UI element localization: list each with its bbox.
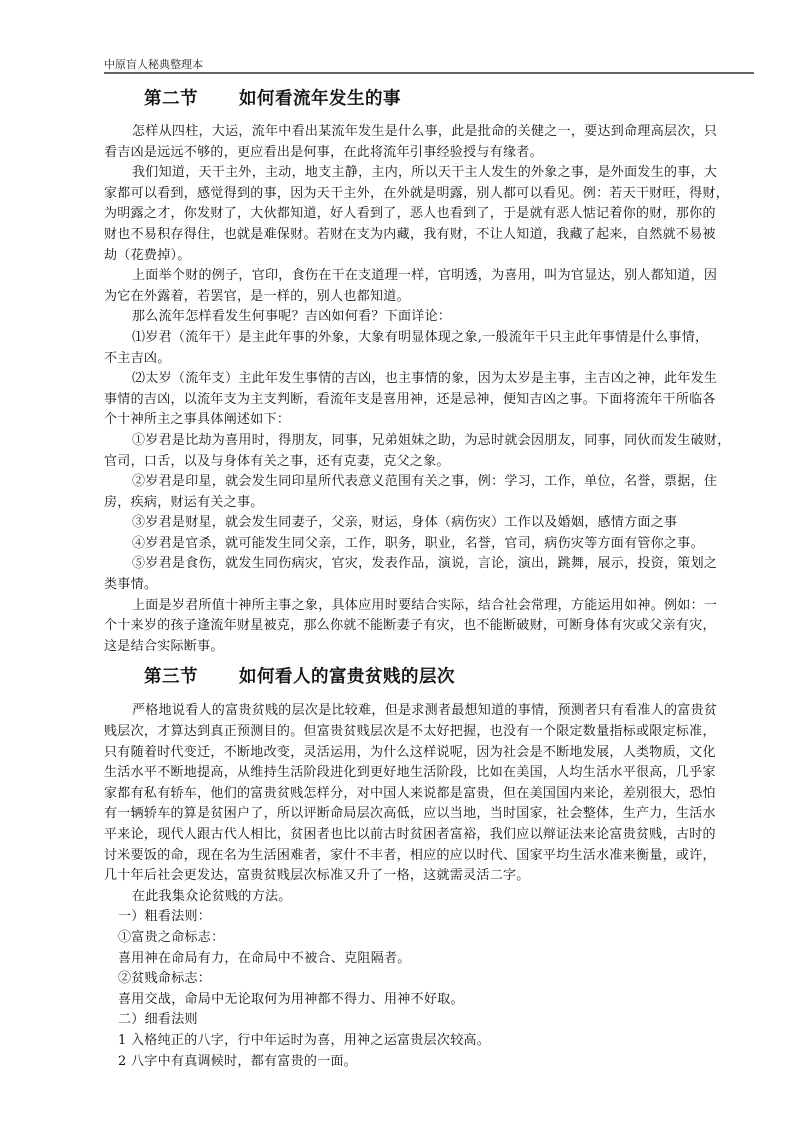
- text-line: 这是结合实际断事。: [104, 638, 224, 654]
- text-line: 我们知道，天干主外，主动，地支主静，主内，所以天干主人发生的外象之事，是外面发生的事，大: [132, 165, 718, 181]
- paragraph: [104, 928, 756, 949]
- text-line: 2 八字中有真调候时，都有富贵的一面。: [118, 1053, 358, 1069]
- running-header: 中原盲人秘典整理本: [104, 58, 203, 71]
- text-line: 一）粗看法则：: [118, 909, 212, 925]
- text-line: ①岁君是比劫为喜用时，得朋友，同事，兄弟姐妹之助，为忌时就会因朋友，同事，同伙而发生破财，: [132, 432, 731, 448]
- text-line: 上面举个财的例子，官印，食伤在干在支道理一样，官明透，为喜用，叫为官显达，别人都知道，因: [132, 268, 718, 284]
- paragraph: [104, 969, 756, 990]
- paragraph: [104, 307, 756, 328]
- text-line: ④岁君是官杀，就可能发生同父亲，工作，职务，职业，名誉，官司，病伤灾等方面有管你之事。: [132, 535, 704, 551]
- text-line: ③岁君是财星，就会发生同妻子，父亲，财运，身体（病伤灾）工作以及婚姻，感情方面之事: [132, 515, 678, 531]
- text-line: ⑴岁君（流年干）是主此年事的外象，大象有明显体现之象,一般流年干只主此年事情是什么事情，: [132, 329, 709, 345]
- section-heading: [144, 84, 756, 116]
- paragraph: [104, 1031, 756, 1052]
- paragraph: [104, 1010, 756, 1031]
- text-line: 为明露之才，你发财了，大伙都知道，好人看到了，恶人也看到了，于是就有恶人惦记着你的财，那你的: [104, 206, 716, 222]
- section-number: 第三节: [144, 667, 198, 688]
- text-line: 家都有私有轿车，他们的富贵贫贱怎样分，对中国人来说都是富贵，但在美国国内来论，差别很大，恐怕: [104, 785, 716, 801]
- text-line: 个十来岁的孩子逢流年财星被克，那么你就不能断妻子有灾，也不能断破财，可断身体有灾或父亲有灾，: [104, 618, 716, 634]
- paragraph: [104, 513, 756, 534]
- paragraph: [104, 431, 756, 472]
- text-line: ⑵太岁（流年支）主此年发生事情的吉凶，也主事情的象，因为太岁是主事，主吉凶之神，此年发生: [132, 371, 718, 387]
- paragraph: [104, 887, 756, 908]
- paragraph: [104, 596, 756, 658]
- text-line: 喜用交战，命局中无论取何为用神都不得力、用神不好取。: [118, 991, 464, 1007]
- text-line: 在此我集众论贫贱的方法。: [132, 888, 292, 904]
- text-line: 怎样从四柱，大运，流年中看出某流年发生是什么事，此是批命的关健之一，要达到命理高层次，只: [132, 124, 718, 139]
- text-line: 房，疾病，财运有关之事。: [104, 494, 264, 510]
- text-line: 喜用神在命局有力，在命局中不被合、克阻隔者。: [118, 950, 411, 966]
- paragraph: [104, 472, 756, 513]
- section-heading: [144, 661, 756, 695]
- paragraph: [104, 1052, 756, 1073]
- section-title: 如何看流年发生的事: [239, 89, 401, 109]
- text-line: 讨米要饭的命，现在名为生活困难者，家什不丰者，相应的应以时代、国家平均生活水准来衡量，或许，: [104, 847, 716, 863]
- paragraph: [104, 907, 756, 928]
- text-line: 家都可以看到，感觉得到的事，因为天干主外，在外就是明露，别人都可以看见。例：若天干财旺，得财，: [104, 185, 730, 201]
- header-rule: [104, 72, 754, 74]
- text-line: 严格地说看人的富贵贫贱的层次是比较难，但是求测者最想知道的事情，预测者只有看准人的富贵贫: [132, 703, 718, 719]
- section-number: 第二节: [144, 89, 198, 109]
- text-line: ①富贵之命标志：: [118, 929, 225, 945]
- text-line: ②贫贱命标志：: [118, 971, 212, 987]
- text-line: 官司，口舌，以及与身体有关之事，还有克妻，克父之象。: [104, 453, 450, 469]
- text-line: 财也不易积存得住，也就是难保财。若财在支为内藏，我有财，不让人知道，我藏了起来，自然就不易被: [104, 226, 716, 242]
- text-line: 劫（花费掉）。: [104, 247, 191, 263]
- text-line: 1 入格纯正的八字，行中年运时为喜，用神之运富贵层次较高。: [118, 1032, 491, 1048]
- text-line: 平来论，现代人跟古代人相比，贫困者也比以前古时贫困者富裕，我们应以辩证法来论富贵贫贱，古时的: [104, 827, 716, 842]
- paragraph: [104, 701, 756, 886]
- text-line: 个十神所主之事具体阐述如下：: [104, 412, 291, 428]
- paragraph: [104, 554, 756, 595]
- section-title: 如何看人的富贵贫贱的层次: [239, 667, 455, 688]
- paragraph: [104, 534, 756, 555]
- text-line: 为它在外露着，若罢官，是一样的，别人也都知道。: [104, 288, 410, 304]
- text-line: 事情的吉凶，以流年支为主支判断，看流年支是喜用神，还是忌神，便知吉凶之事。下面将流年干所临各: [104, 391, 716, 407]
- text-line: 类事情。: [104, 577, 158, 593]
- paragraph: [104, 328, 756, 369]
- text-line: 只有随着时代变迁，不断地改变，灵活运用，为什么这样说呢，因为社会是不断地发展，人类物质，文化: [104, 744, 716, 760]
- text-line: 不主吉凶。: [104, 350, 171, 366]
- text-line: ⑤岁君是食伤，就发生同伤病灾，官灾，发表作品，演说，言论，演出，跳舞，展示，投资，策划之: [132, 556, 718, 572]
- text-line: 几十年后社会更发达，富贵贫贱层次标准又升了一格，这就需灵活二字。: [104, 868, 530, 884]
- text-line: ②岁君是印星，就会发生同印星所代表意义范围有关之事，例：学习，工作，单位，名誉，票据，住: [132, 474, 718, 490]
- paragraph: [104, 163, 756, 266]
- paragraph: [104, 990, 756, 1011]
- document-page: [104, 80, 756, 1072]
- paragraph: [104, 266, 756, 307]
- text-line: 二）细看法则: [118, 1012, 198, 1028]
- paragraph: [104, 122, 756, 163]
- text-line: 上面是岁君所值十神所主事之象，具体应用时要结合实际，结合社会常理，方能运用如神。例如：一: [132, 597, 718, 613]
- text-line: 有一辆轿车的算是贫困户了，所以评断命局层次高低，应以当地，当时国家，社会整体，生产力，生活水: [104, 806, 716, 822]
- text-line: 那么流年怎样看发生何事呢？吉凶如何看？下面详论：: [132, 309, 452, 325]
- text-line: 看吉凶是远远不够的，更应看出是何事，在此将流年引事经验授与有缘者。: [104, 144, 543, 160]
- paragraph: [104, 949, 756, 970]
- text-line: 贱层次，才算达到真正预测目的。但富贵贫贱层次是不太好把握，也没有一个限定数量指标或限定标准，: [104, 724, 716, 740]
- paragraph: [104, 369, 756, 431]
- text-line: 生活水平不断地提高，从维持生活阶段进化到更好地生活阶段，比如在美国，人均生活水平很高，几乎家: [104, 765, 716, 781]
